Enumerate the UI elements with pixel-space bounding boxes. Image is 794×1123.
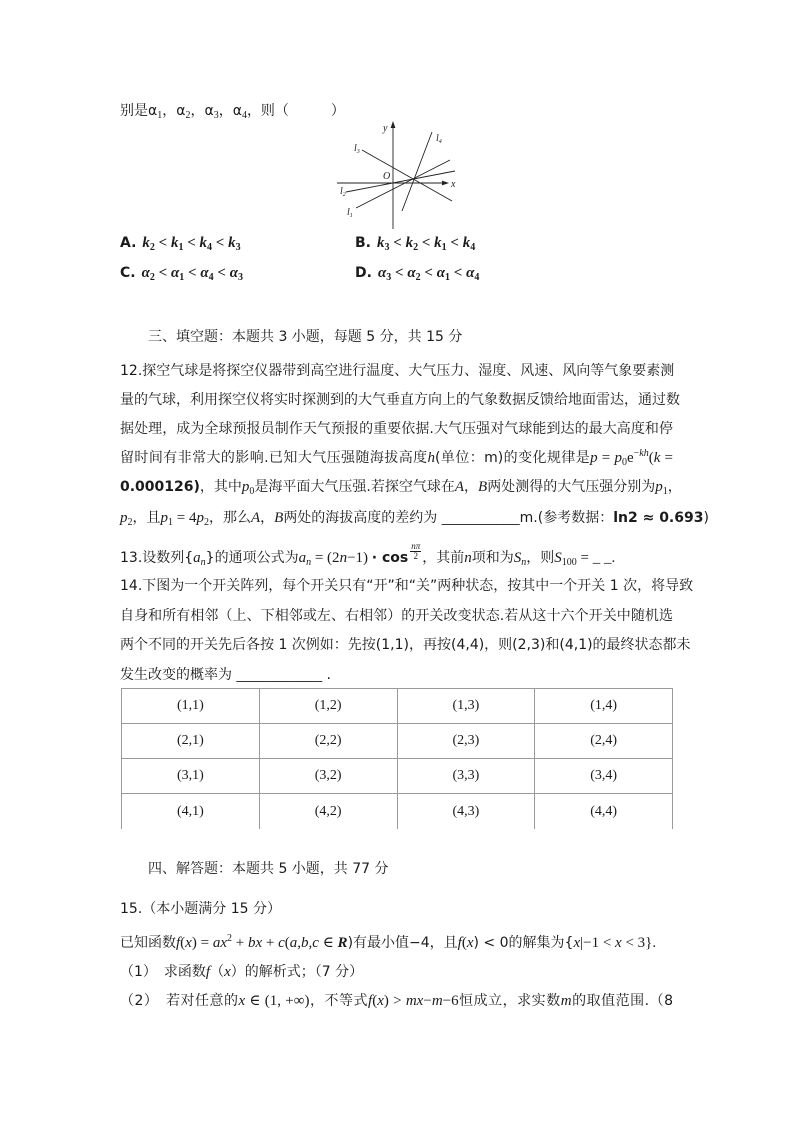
- line-l3: [362, 150, 452, 201]
- math-run: ___________: [236, 666, 323, 682]
- math-run: x: [573, 935, 581, 951]
- table-cell: (4,2): [259, 794, 397, 830]
- line-label-sub: 4: [438, 139, 442, 145]
- table-cell: (1,1): [122, 689, 260, 724]
- math-run: k: [377, 235, 385, 251]
- math-run: α: [377, 265, 387, 281]
- math-run: 1: [662, 486, 668, 497]
- math-run: α: [466, 265, 475, 281]
- math-run: k: [462, 235, 471, 251]
- math-run: 3: [238, 272, 244, 283]
- section-title-answers: 四、解答题：本题共 5 小题，共 77 分: [148, 861, 389, 877]
- math-run: ) =: [191, 935, 213, 951]
- option-label: B.: [355, 235, 371, 251]
- math-run: <: [154, 235, 171, 251]
- text-run: 0.000126): [120, 479, 200, 495]
- fraction-denominator: 2: [413, 551, 418, 561]
- text-run: (单位：m)的变化规律是: [435, 450, 591, 466]
- text-run: 恒成立，求实数: [458, 993, 561, 1009]
- math-run: A: [454, 479, 465, 495]
- table-row: [122, 794, 673, 830]
- math-run: ) >: [383, 993, 406, 1009]
- math-run: = _ _.: [576, 550, 616, 566]
- math-run: a: [193, 550, 201, 566]
- text-run: ，那么: [208, 510, 251, 526]
- math-run: p: [196, 510, 204, 526]
- math-run: kh: [639, 448, 649, 459]
- y-axis-arrow-icon: [391, 121, 396, 128]
- table-cell: (3,1): [122, 759, 260, 794]
- math-run: =: [597, 450, 615, 466]
- table-cell: (2,1): [122, 724, 260, 759]
- math-run: α: [436, 265, 446, 281]
- math-run: S: [513, 550, 522, 566]
- math-run: <: [420, 265, 437, 281]
- text-run: ，: [260, 510, 275, 526]
- q12-line: [120, 476, 682, 498]
- math-run: α: [141, 265, 150, 281]
- math-run: 1: [441, 242, 447, 253]
- math-run: p: [614, 450, 622, 466]
- x-axis-label: x: [451, 179, 456, 190]
- math-run: 2: [413, 242, 419, 253]
- option-expression: [377, 235, 475, 251]
- text-run: 13.设数列{: [120, 550, 194, 566]
- q14-line: 14.下图为一个开关阵列，每个开关只有“开”和“关”两种状态，按其中一个开关 1 次，将导致: [120, 578, 694, 594]
- math-run: A: [250, 510, 261, 526]
- math-run: p: [241, 479, 250, 495]
- text-run: 两处测得的大气压强分别为: [487, 479, 656, 495]
- math-run: <: [213, 265, 230, 281]
- text-run: ，: [667, 479, 682, 495]
- math-run: +: [262, 935, 279, 951]
- y-axis-label: y: [383, 123, 388, 134]
- math-run: k: [434, 235, 442, 251]
- q15-stem: [120, 932, 656, 954]
- fraction: [410, 542, 421, 561]
- q12-line: 12.探空气球是将探空仪器带到高空进行温度、大气压力、湿度、风速、风向等气象要素测: [120, 363, 675, 379]
- text-run: ，不等式: [309, 993, 369, 1009]
- math-run: (: [180, 935, 186, 951]
- math-run: k: [142, 235, 150, 251]
- math-run: 2: [149, 242, 155, 253]
- math-run: 4: [474, 272, 480, 283]
- math-run: n: [306, 557, 312, 568]
- text-run: 项和为: [471, 550, 514, 566]
- table-cell: (3,4): [535, 759, 673, 794]
- slope-lines-figure: [330, 115, 465, 230]
- q13-line: [120, 541, 616, 568]
- table-cell: (3,3): [397, 759, 535, 794]
- option-label: A.: [120, 235, 137, 251]
- math-run: c: [278, 935, 285, 951]
- math-run: <: [446, 235, 463, 251]
- math-run: ∈: [318, 935, 338, 951]
- math-run: (: [648, 450, 654, 466]
- math-run: bx: [247, 935, 263, 951]
- text-run: ，: [464, 479, 479, 495]
- text-run: α: [148, 103, 158, 119]
- math-run: B: [274, 510, 284, 526]
- math-run: <: [183, 235, 200, 251]
- math-run: −6: [442, 993, 459, 1009]
- math-run: b: [301, 935, 309, 951]
- math-run: −: [633, 448, 640, 459]
- q12-line: [120, 506, 709, 528]
- math-run: 4: [207, 242, 213, 253]
- math-run: 3: [213, 110, 219, 121]
- text-run: （2） 若对任意的: [120, 993, 239, 1009]
- math-run: p: [655, 479, 663, 495]
- line-label-name: l: [340, 186, 343, 197]
- math-run: k: [170, 235, 179, 251]
- switch-array-table: [121, 688, 673, 829]
- option-a: [120, 232, 241, 254]
- math-run: e: [626, 450, 634, 466]
- line-label-sub: 1: [349, 213, 353, 219]
- math-run: 100: [561, 557, 577, 568]
- option-expression: [142, 265, 243, 281]
- text-run: )有最小值−4，且: [347, 935, 458, 951]
- table-cell: (4,4): [535, 794, 673, 830]
- line-label-sub: 3: [356, 149, 360, 155]
- math-run: −1): [347, 550, 372, 566]
- math-run: m: [431, 993, 443, 1009]
- q15-part-2: [120, 990, 673, 1012]
- table-cell: (4,3): [397, 794, 535, 830]
- text-run: .: [322, 667, 332, 683]
- line-l1-label: [347, 207, 353, 219]
- math-run: k: [405, 235, 414, 251]
- math-run: n: [521, 557, 527, 568]
- math-run: < 3}.: [621, 935, 657, 951]
- math-run: <: [389, 235, 406, 251]
- math-run: p: [160, 510, 168, 526]
- math-run: |−1 <: [580, 935, 616, 951]
- line-l1: [356, 160, 450, 208]
- line-label-sub: 2: [342, 192, 346, 198]
- text-run: 两处的海拔高度的差约为: [283, 510, 442, 526]
- q12-line: [120, 447, 673, 469]
- math-run: −: [423, 993, 432, 1009]
- line-label-name: l: [347, 207, 350, 218]
- text-run: ，其中: [199, 479, 242, 495]
- text-run: （1） 求函数: [120, 964, 206, 980]
- text-run: （: [210, 964, 225, 980]
- math-run: 4: [470, 242, 476, 253]
- q15-title: 15.（本小题满分 15 分）: [120, 901, 281, 917]
- math-run: (: [372, 993, 378, 1009]
- math-run: =: [660, 450, 673, 466]
- text-run: ，其前: [422, 550, 465, 566]
- math-run: α: [407, 265, 416, 281]
- option-d: [355, 262, 479, 284]
- text-run: ）的解析式；（7 分）: [230, 964, 364, 980]
- math-run: 0: [249, 486, 255, 497]
- math-run: <: [418, 235, 435, 251]
- math-run: h: [427, 450, 436, 466]
- table-cell: (3,2): [259, 759, 397, 794]
- text-run: ) < 0的解集为{: [473, 935, 574, 951]
- math-run: <: [184, 265, 201, 281]
- math-run: ,: [308, 935, 313, 951]
- line-l4-label: [436, 133, 442, 145]
- math-run: x: [185, 935, 192, 951]
- line-label-name: l: [436, 133, 439, 144]
- q15-part-1: [120, 961, 363, 983]
- math-run: (: [461, 935, 467, 951]
- math-run: α: [200, 265, 209, 281]
- math-run: k: [228, 235, 236, 251]
- math-run: p: [120, 510, 128, 526]
- x-axis-arrow-icon: [442, 181, 449, 186]
- table-cell: (1,4): [535, 689, 673, 724]
- option-expression: [378, 265, 479, 281]
- math-run: x: [466, 935, 474, 951]
- origin-label: O: [383, 171, 391, 182]
- math-run: 1: [179, 272, 185, 283]
- math-run: 4: [208, 272, 214, 283]
- math-run: k: [199, 235, 208, 251]
- text-run: m.(参考数据：: [519, 510, 614, 526]
- text-run: ，则（ ）: [246, 103, 345, 119]
- math-run: 0: [621, 457, 627, 468]
- text-run: ，则: [526, 550, 555, 566]
- math-run: n: [200, 557, 206, 568]
- table-row: [122, 689, 673, 724]
- text-run: α: [176, 103, 186, 119]
- table-cell: (2,4): [535, 724, 673, 759]
- math-run: 2: [203, 517, 209, 528]
- math-run: <: [391, 265, 408, 281]
- option-label: C.: [120, 265, 136, 281]
- math-run: 2: [127, 517, 133, 528]
- text-run: ln2 ≈ 0.693: [613, 510, 704, 526]
- line-label-name: l: [354, 143, 357, 154]
- math-run: c: [312, 935, 319, 951]
- math-run: 2: [415, 272, 421, 283]
- math-run: = 4: [173, 510, 197, 526]
- text-run: 留时间有非常大的影响.已知大气压强随海拔高度: [120, 450, 428, 466]
- table-row: [122, 759, 673, 794]
- math-run: f: [176, 935, 181, 951]
- text-run: ，: [218, 103, 233, 119]
- section-title-fill-in: 三、填空题：本题共 3 小题，每题 5 分，共 15 分: [148, 329, 463, 345]
- math-run: __________: [441, 509, 520, 525]
- option-b: [355, 232, 475, 254]
- math-run: p: [590, 450, 598, 466]
- math-run: ax: [212, 935, 227, 951]
- math-run: ∈ (1, +∞): [245, 993, 310, 1009]
- fraction-numerator: nπ: [411, 541, 421, 551]
- math-run: +: [231, 935, 248, 951]
- math-run: x: [615, 935, 622, 951]
- option-c: [120, 262, 243, 284]
- table-cell: (1,2): [259, 689, 397, 724]
- text-run: 的取值范围.（8: [571, 993, 674, 1009]
- math-run: <: [154, 265, 171, 281]
- math-run: α: [229, 265, 239, 281]
- math-run: <: [212, 235, 229, 251]
- math-run: 2: [185, 110, 191, 121]
- math-run: x: [238, 993, 246, 1009]
- math-run: <: [450, 265, 467, 281]
- table-cell: (4,1): [122, 794, 260, 830]
- table-cell: (1,3): [397, 689, 535, 724]
- math-run: n: [464, 550, 472, 566]
- math-run: f: [205, 964, 211, 980]
- math-run: f: [457, 935, 462, 951]
- option-expression: [142, 235, 240, 251]
- math-run: x: [377, 993, 384, 1009]
- table-cell: (2,2): [259, 724, 397, 759]
- table-row: [122, 724, 673, 759]
- q14-line: 自身和所有相邻（上、下相邻或左、右相邻）的开关改变状态.若从这十六个开关中随机选: [120, 608, 673, 624]
- text-run: α: [232, 103, 242, 119]
- math-run: 1: [157, 110, 163, 121]
- text-run: ，且: [132, 510, 161, 526]
- math-run: f: [368, 993, 373, 1009]
- math-run: 2: [226, 933, 232, 944]
- q11-stem-tail: [120, 100, 345, 122]
- text-run: 发生改变的概率为: [120, 667, 237, 683]
- math-run: R: [337, 935, 348, 951]
- math-run: ,: [297, 935, 302, 951]
- math-run: α: [170, 265, 180, 281]
- line-l3-label: [354, 143, 360, 155]
- math-run: 1: [168, 517, 173, 528]
- q14-line: 两个不同的开关先后各按 1 次例如：先按(1,1)，再按(4,4)，则(2,3)和(4,1)的最终状态都未: [120, 637, 691, 653]
- math-run: B: [478, 479, 488, 495]
- math-run: m: [560, 993, 572, 1009]
- math-run: 4: [241, 110, 247, 121]
- line-l2: [346, 171, 455, 192]
- text-run: ): [703, 510, 709, 526]
- math-run: 1: [445, 272, 451, 283]
- math-run: 3: [386, 272, 392, 283]
- text-run: ，: [162, 103, 177, 119]
- text-run: ，: [190, 103, 205, 119]
- q12-line: 据处理，成为全球预报员制作天气预报的重要依据.大气压强对气球能到达的最大高度和停: [120, 421, 673, 437]
- math-run: = (2: [311, 550, 340, 566]
- q12-line: 量的气球，利用探空仪将实时探测到的大气垂直方向上的气象数据反馈给地面雷达，通过数: [120, 392, 680, 408]
- math-run: 3: [235, 242, 241, 253]
- math-run: 2: [149, 272, 155, 283]
- math-run: 3: [384, 242, 390, 253]
- option-label: D.: [355, 265, 372, 281]
- math-run: a: [289, 935, 298, 951]
- math-run: x: [224, 964, 231, 980]
- math-run: S: [554, 550, 562, 566]
- line-l2-label: [340, 186, 346, 198]
- text-run: 已知函数: [120, 935, 176, 951]
- text-run: }的通项公式为: [205, 550, 299, 566]
- math-run: n: [339, 550, 348, 566]
- text-run: 别是: [120, 103, 148, 119]
- q14-line: [120, 663, 331, 685]
- math-run: (: [284, 935, 290, 951]
- math-run: mx: [405, 993, 424, 1009]
- math-run: 1: [178, 242, 184, 253]
- text-run: · cos: [371, 550, 409, 566]
- math-run: k: [653, 450, 661, 466]
- math-run: a: [298, 550, 307, 566]
- text-run: 是海平面大气压强.若探空气球在: [254, 479, 455, 495]
- table-cell: (2,3): [397, 724, 535, 759]
- text-run: α: [204, 103, 214, 119]
